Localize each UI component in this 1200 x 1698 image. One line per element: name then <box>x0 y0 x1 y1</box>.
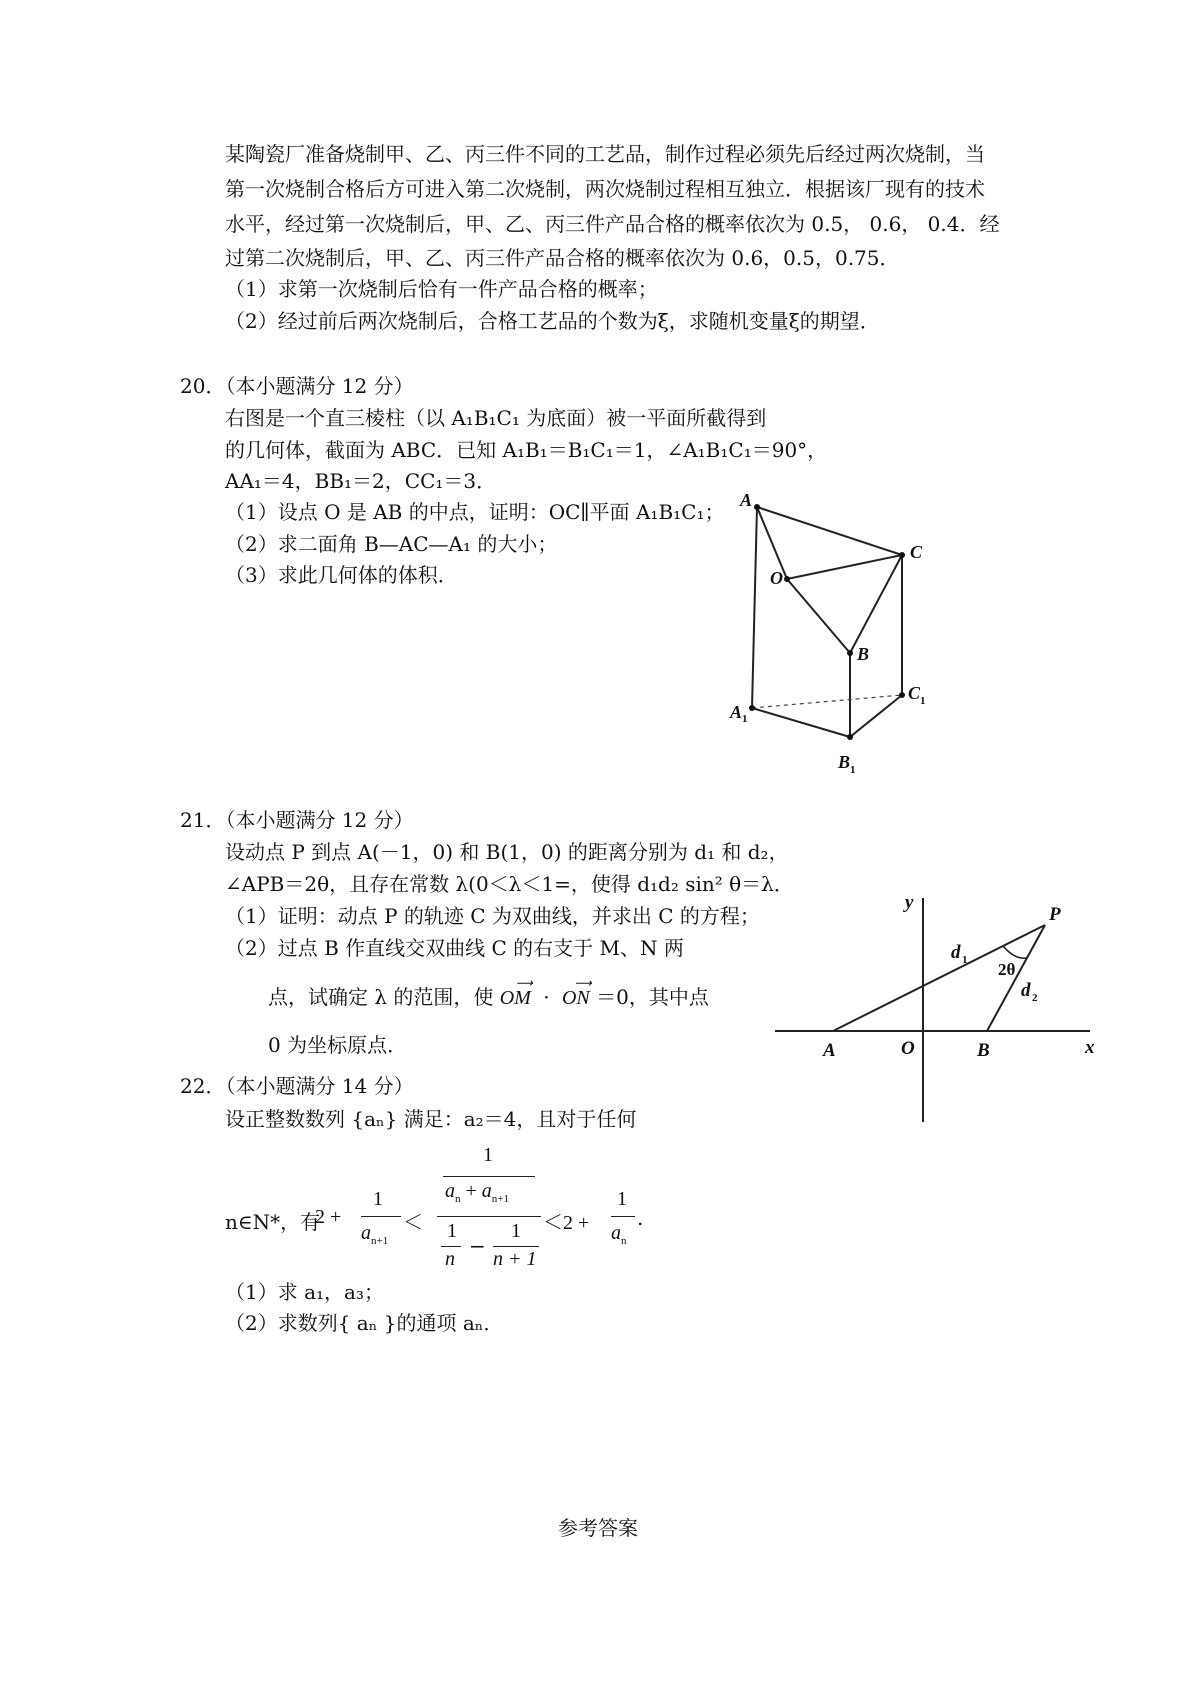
p21-line-2: ∠APB＝2θ，且存在常数 λ(0＜λ＜1=，使得 d₁d₂ sin² θ＝λ． <box>225 872 794 896</box>
frac3-den-sub: n <box>621 1235 627 1247</box>
big-frac-a2: a <box>481 1180 492 1202</box>
frac3-den-a: a <box>611 1222 621 1244</box>
hidden-edge-A1-C1 <box>752 695 902 708</box>
p21-q2b-pre: 点，试确定 λ 的范围，使 <box>268 985 494 1009</box>
big-frac-minus: − <box>469 1234 486 1258</box>
p22-question-2: （2）求数列{ aₙ }的通项 aₙ． <box>225 1311 504 1335</box>
edge-O-B <box>787 579 850 653</box>
p21-question-1: （1）证明：动点 P 的轨迹 C 为双曲线，并求出 C 的方程； <box>225 904 760 928</box>
big-frac-a-sub: n <box>455 1193 461 1205</box>
p19-line-4: 过第二次烧制后，甲、乙、丙三件产品合格的概率依次为 0.6，0.5，0.75． <box>225 246 900 270</box>
formula-left-two: 2 + <box>315 1206 342 1228</box>
label-O: O <box>770 568 783 588</box>
dot-product-sign: · <box>543 985 550 1009</box>
label-C: C <box>910 542 923 562</box>
label-d1: d <box>951 942 961 963</box>
edge-A-C <box>757 507 902 555</box>
label-A1: A <box>730 702 743 722</box>
big-frac-plus: + <box>465 1180 477 1202</box>
p22-formula <box>225 1144 645 1270</box>
point-O <box>784 576 790 582</box>
frac1-bar <box>361 1216 401 1217</box>
p19-question-2: （2）经过前后两次烧制后，合格工艺品的个数为ξ，求随机变量ξ的期望． <box>225 309 880 333</box>
edge-A1-B1 <box>752 708 850 737</box>
label-d1-sub: 1 <box>962 954 968 966</box>
p20-line-3: AA₁＝4，BB₁＝2，CC₁＝3． <box>225 469 497 493</box>
frac1-num: 1 <box>373 1188 383 1210</box>
label-d2: d <box>1021 980 1031 1001</box>
p20-question-3: （3）求此几何体的体积． <box>225 563 458 587</box>
vector-om-text: OM <box>499 987 531 1009</box>
vector-om-arrow: ⟶ <box>515 976 531 990</box>
sub-frac-2-bar <box>493 1246 539 1247</box>
point-B <box>847 650 853 656</box>
vector-on-arrow: ⟶ <box>574 976 590 990</box>
label-A: A <box>823 1040 836 1061</box>
frac3-den <box>611 1222 627 1247</box>
p20-line-2: 的几何体，截面为 ABC．已知 A₁B₁＝B₁C₁＝1，∠A₁B₁C₁＝90°， <box>225 438 828 462</box>
p19-line-2: 第一次烧制合格后方可进入第二次烧制，两次烧制过程相互独立．根据该厂现有的技术 <box>225 177 985 201</box>
frac1-den-sub: n+1 <box>371 1235 389 1247</box>
edge-A-A1 <box>752 507 757 708</box>
label-B: B <box>857 644 870 664</box>
label-y: y <box>905 892 914 913</box>
edge-C-B <box>850 555 902 653</box>
p21-header: 21．（本小题满分 12 分） <box>180 808 414 832</box>
label-P: P <box>1049 904 1061 925</box>
formula-prefix: n∈N*，有 <box>225 1210 321 1234</box>
coordinate-figure <box>775 890 1105 1125</box>
frac3-num: 1 <box>617 1188 627 1210</box>
p19-line-3: 水平，经过第一次烧制后，甲、乙、丙三件产品合格的概率依次为 0.5， 0.6， 0.4．经 <box>225 212 1000 236</box>
vector-on <box>561 976 590 1012</box>
angle-arc <box>1003 946 1027 958</box>
frac1-den <box>361 1222 388 1247</box>
vector-on-text: ON <box>561 987 590 1009</box>
p21-q2b-post: ＝0，其中点 <box>596 985 709 1009</box>
p21-question-2: （2）过点 B 作直线交双曲线 C 的右支于 M、N 两 <box>225 936 684 960</box>
big-frac-a: a <box>445 1180 455 1202</box>
big-frac-top-num: 1 <box>483 1144 493 1166</box>
point-A <box>754 504 760 510</box>
sub-frac-2-den: n + 1 <box>493 1248 537 1270</box>
p22-question-1: （1）求 a₁，a₃； <box>225 1280 384 1304</box>
label-B: B <box>977 1040 990 1061</box>
answer-heading: 参考答案 <box>558 1516 638 1540</box>
label-O: O <box>901 1038 915 1059</box>
big-frac-top-den <box>445 1180 509 1205</box>
p20-question-1: （1）设点 O 是 AB 的中点，证明：OC∥平面 A₁B₁C₁； <box>225 500 725 524</box>
segment-B-P <box>987 925 1045 1031</box>
label-B1: B <box>838 752 851 772</box>
sub-frac-1-den: n <box>445 1248 455 1270</box>
label-A: A <box>740 490 753 510</box>
point-C1 <box>899 692 905 698</box>
vector-om <box>499 976 531 1012</box>
label-C1: C <box>908 683 921 703</box>
frac1-den-a: a <box>361 1222 371 1244</box>
p20-question-2: （2）求二面角 B—AC—A₁ 的大小； <box>225 532 558 556</box>
label-d2-sub: 2 <box>1032 992 1038 1004</box>
p20-header: 20．（本小题满分 12 分） <box>180 374 414 398</box>
big-frac-main-bar <box>437 1216 541 1217</box>
p21-question-2b <box>268 976 709 1012</box>
point-A1 <box>749 705 755 711</box>
p21-question-2c: 0 为坐标原点． <box>268 1033 408 1057</box>
p22-line-1: 设正整数数列 {aₙ} 满足：a₂＝4，且对于任何 <box>225 1107 637 1131</box>
point-B1 <box>847 734 853 740</box>
p20-line-1: 右图是一个直三棱柱（以 A₁B₁C₁ 为底面）被一平面所截得到 <box>225 406 767 430</box>
sub-frac-1-bar <box>441 1246 461 1247</box>
sub-frac-1-num: 1 <box>447 1220 457 1242</box>
frac3-bar <box>611 1216 635 1217</box>
p21-line-1: 设动点 P 到点 A(－1，0) 和 B(1，0) 的距离分别为 d₁ 和 d₂， <box>225 840 789 864</box>
big-frac-top-bar <box>443 1176 535 1177</box>
edge-B1-C1 <box>850 695 902 737</box>
p22-header: 22．（本小题满分 14 分） <box>180 1074 414 1098</box>
sub-frac-2-num: 1 <box>511 1220 521 1242</box>
edge-O-C <box>787 555 902 579</box>
point-C <box>899 552 905 558</box>
p19-question-1: （1）求第一次烧制后恰有一件产品合格的概率； <box>225 277 658 301</box>
formula-lt: ＜ <box>403 1210 423 1234</box>
label-angle: 2θ <box>998 960 1016 979</box>
label-x: x <box>1085 1037 1095 1058</box>
formula-right-two: ＜2 + <box>543 1212 590 1234</box>
big-frac-a2-sub: n+1 <box>491 1193 509 1205</box>
label-C1-sub: 1 <box>920 695 926 707</box>
p19-line-1: 某陶瓷厂准备烧制甲、乙、丙三件不同的工艺品，制作过程必须先后经过两次烧制，当 <box>225 142 985 166</box>
formula-end: . <box>637 1206 644 1230</box>
prism-figure <box>720 490 930 780</box>
label-A1-sub: 1 <box>742 713 748 725</box>
label-B1-sub: 1 <box>850 764 856 776</box>
